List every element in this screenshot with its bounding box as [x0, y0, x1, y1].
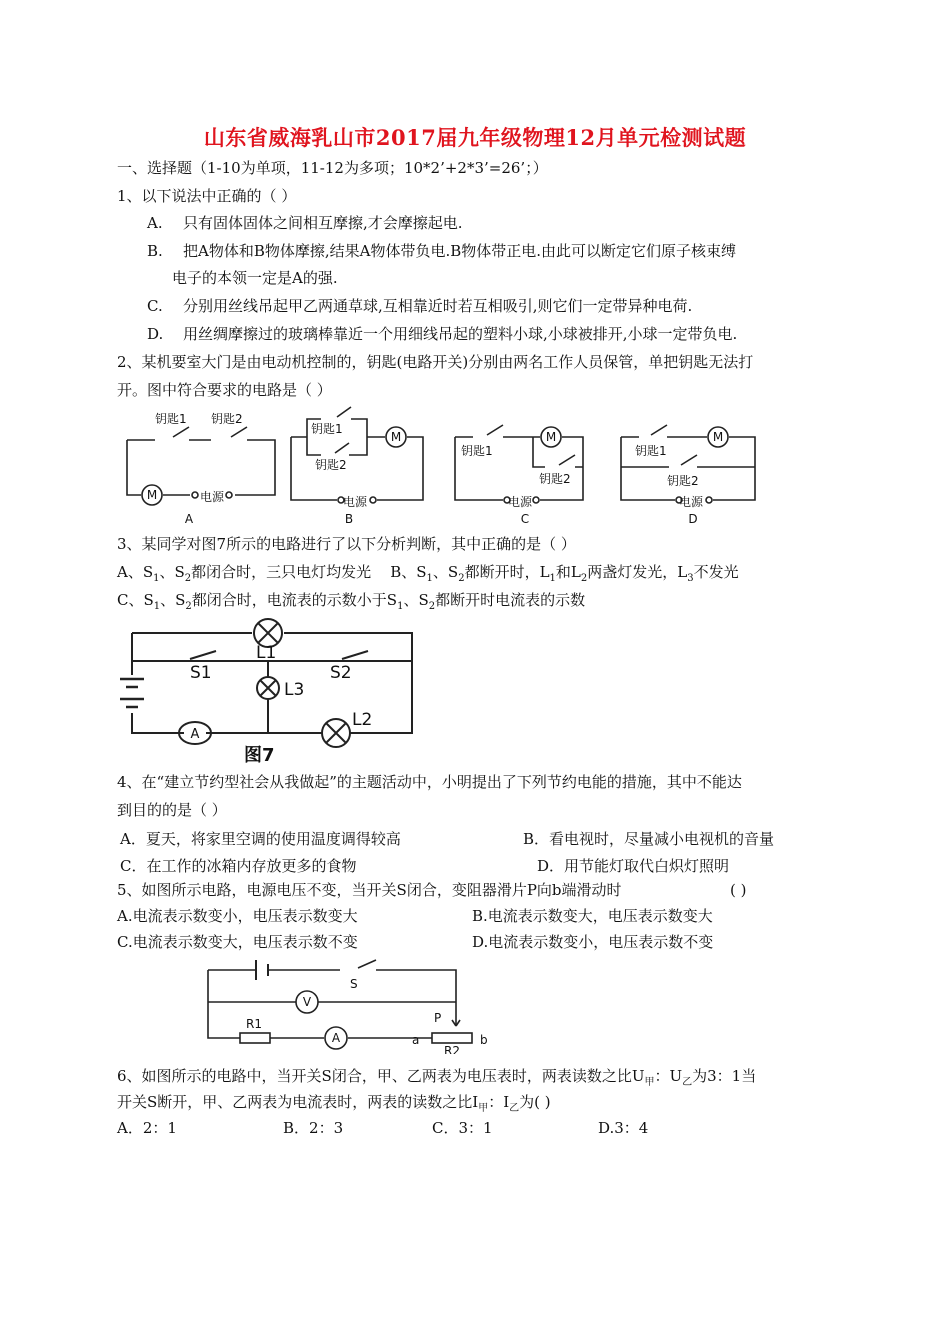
q3-s1-label: S1 [190, 663, 212, 683]
q3-option-c: C、$S_1$、$S_2$都闭合时，电流表的示数小于$S_1$、$S_2$都断开时电流表的示数 [117, 591, 586, 612]
q2-circuit-figures [115, 405, 765, 527]
q6-option-a: A．2：1 [117, 1119, 177, 1137]
q5-switch-label: S [350, 977, 358, 991]
q2-a-source: 电源 [200, 490, 225, 504]
q2-d-source: 电源 [679, 495, 704, 509]
q2-a-key1: 钥匙1 [155, 412, 187, 426]
q2-stem-line2: 开。图中符合要求的电路是（ ） [117, 381, 332, 399]
q4-stem-line1: 4、在“建立节约型社会从我做起”的主题活动中，小明提出了下列节约电能的措施，其中不能达 [117, 773, 742, 791]
q2-d-key1: 钥匙1 [635, 444, 667, 458]
q3-l2-label: L2 [352, 710, 373, 730]
q1-option-b: B. 把A物体和B物体摩擦,结果A物体带负电.B物体带正电.由此可以断定它们原子核束缚 [147, 242, 737, 260]
q2-b-source: 电源 [343, 495, 368, 509]
q2-b-motor-label: M [390, 430, 402, 444]
q3-circuit-figure-7 [112, 615, 422, 765]
q2-label-a: A [184, 512, 194, 526]
q3-s2-label: S2 [330, 663, 352, 683]
q4-option-d: D．用节能灯取代白炽灯照明 [537, 857, 730, 875]
q2-label-c: C [520, 512, 530, 526]
q4-option-a: A．夏天，将家里空调的使用温度调得较高 [120, 830, 401, 848]
q1-option-b-cont: 电子的本领一定是A的强. [172, 269, 338, 287]
q5-answer-paren: ( ) [730, 881, 747, 899]
q2-c-key2: 钥匙2 [539, 472, 571, 486]
q4-stem-line2: 到目的的是（ ） [117, 801, 227, 819]
q3-l3-label: L3 [284, 680, 305, 700]
q5-ammeter-label: A [331, 1031, 341, 1045]
q5-end-b-label: b [480, 1033, 488, 1047]
q6-option-d: D.3：4 [598, 1119, 649, 1137]
q3-options-ab: A、$S_1$、$S_2$都闭合时，三只电灯均发光 B、$S_1$、$S_2$都断开时，$L_1$和$L_2$两盏灯发光，$L_3$不发光 [117, 563, 739, 584]
q2-d-key2: 钥匙2 [667, 474, 699, 488]
q5-voltmeter-label: V [302, 995, 312, 1009]
q2-c-source: 电源 [508, 495, 533, 509]
q5-option-c: C.电流表示数变大，电压表示数不变 [117, 933, 358, 951]
q2-a-motor-label: M [146, 488, 158, 502]
q5-p-label: P [434, 1011, 442, 1025]
q4-option-c: C．在工作的冰箱内存放更多的食物 [120, 857, 357, 875]
q2-a-key2: 钥匙2 [211, 412, 243, 426]
q5-option-b: B.电流表示数变大，电压表示数变大 [472, 907, 713, 925]
q1-stem: 1、以下说法中正确的（ ） [117, 187, 297, 205]
q6-stem-line2: 开关S断开，甲、乙两表为电流表时，两表的读数之比$I_甲$：$I_乙$为( ) [117, 1093, 551, 1114]
q2-c-motor-label: M [545, 430, 557, 444]
q1-option-d: D. 用丝绸摩擦过的玻璃棒靠近一个用细线吊起的塑料小球,小球被排开,小球一定带负电. [147, 325, 738, 343]
q5-r1-label: R1 [246, 1017, 262, 1031]
q2-d-motor-label: M [712, 430, 724, 444]
q2-label-d: D [688, 512, 698, 526]
q1-option-c: C. 分别用丝线吊起甲乙两通草球,互相靠近时若互相吸引,则它们一定带异种电荷. [147, 297, 693, 315]
q2-label-b: B [344, 512, 354, 526]
section-heading: 一、选择题（1-10为单项，11-12为多项；10*2’+2*3’=26’；） [117, 159, 548, 177]
q1-option-a: A. 只有固体固体之间相互摩擦,才会摩擦起电. [147, 214, 463, 232]
q2-b-key2: 钥匙2 [315, 458, 347, 472]
q6-option-b: B．2：3 [283, 1119, 344, 1137]
q3-l1-label: L1 [256, 643, 277, 663]
q5-end-a-label: a [412, 1033, 420, 1047]
exam-title: 山东省威海乳山市2017届九年级物理12月单元检测试题 [203, 125, 747, 150]
q5-r2-label: R2 [444, 1044, 460, 1054]
q2-b-key1: 钥匙1 [311, 422, 343, 436]
q3-ammeter-label: A [190, 727, 200, 742]
q5-option-d: D.电流表示数变小，电压表示数不变 [472, 933, 714, 951]
q2-stem-line1: 2、某机要室大门是由电动机控制的，钥匙(电路开关)分别由两名工作人员保管，单把钥匙无法打 [117, 353, 754, 371]
q5-circuit-figure [200, 958, 500, 1054]
q6-stem-line1: 6、如图所示的电路中，当开关S闭合，甲、乙两表为电压表时，两表读数之比$U_甲$：$U_乙$为3：1当 [117, 1067, 757, 1088]
q2-c-key1: 钥匙1 [461, 444, 493, 458]
q3-stem: 3、某同学对图7所示的电路进行了以下分析判断，其中正确的是（ ） [117, 535, 576, 553]
q5-option-a: A.电流表示数变小，电压表示数变大 [117, 907, 358, 925]
q6-option-c: C．3：1 [432, 1119, 493, 1137]
q3-figure-caption: 图7 [244, 745, 275, 765]
q5-stem: 5、如图所示电路，电源电压不变，当开关S闭合，变阻器滑片P向b端滑动时 [117, 881, 622, 899]
q4-option-b: B．看电视时，尽量减小电视机的音量 [523, 830, 775, 848]
